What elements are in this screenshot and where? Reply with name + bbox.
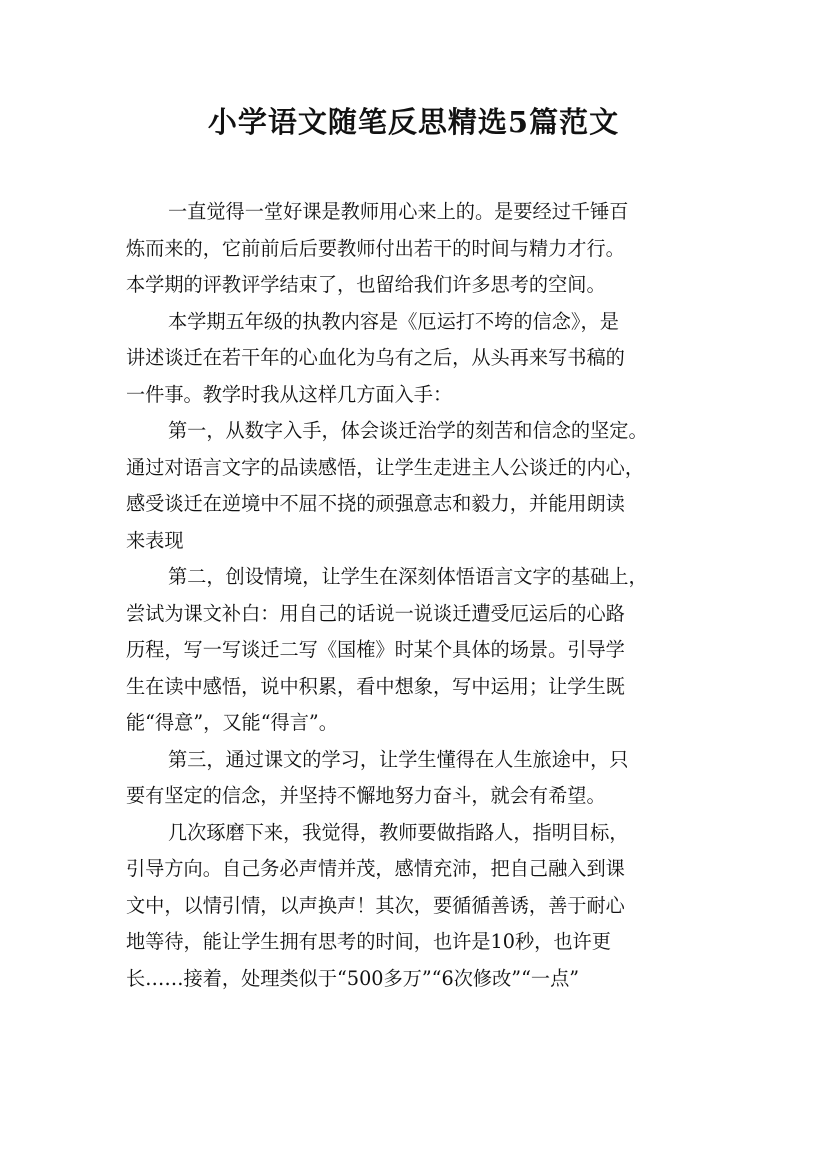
paragraph-line: 地等待，能让学生拥有思考的时间，也许是10秒，也许更	[126, 930, 611, 953]
document-title: 小学语文随笔反思精选5篇范文	[207, 105, 620, 139]
paragraph-line: 第二，创设情境，让学生在深刻体悟语言文字的基础上，	[168, 565, 648, 588]
paragraph-2	[126, 304, 716, 414]
paragraph-line: 文中，以情引情，以声换声！其次，要循循善诱，善于耐心	[126, 893, 625, 917]
paragraph-line: 一直觉得一堂好课是教师用心来上的。是要经过千锤百	[168, 200, 629, 223]
paragraph-line: 一件事。教学时我从这样几方面入手：	[126, 382, 453, 406]
document-body	[126, 194, 716, 997]
paragraph-line: 讲述谈迁在若干年的心血化为乌有之后，从头再来写书稿的	[126, 346, 625, 369]
paragraph-line: 引导方向。自己务必声情并茂，感情充沛，把自己融入到课	[126, 857, 625, 880]
paragraph-line: 要有坚定的信念，并坚持不懈地努力奋斗，就会有希望。	[126, 784, 606, 807]
paragraph-line: 能“得意”，又能“得言”。	[126, 711, 338, 734]
paragraph-line: 来表现	[126, 528, 184, 552]
paragraph-line: 通过对语言文字的品读感悟，让学生走进主人公谈迁的内心，	[126, 455, 645, 479]
paragraph-3	[126, 413, 716, 559]
paragraph-5	[126, 742, 716, 815]
paragraph-line: 几次琢磨下来，我觉得，教师要做指路人，指明目标，	[168, 820, 629, 844]
paragraph-line: 本学期五年级的执教内容是《厄运打不垮的信念》，是	[168, 309, 619, 333]
paragraph-1	[126, 194, 716, 304]
paragraph-4	[126, 559, 716, 742]
paragraph-line: 第一，从数字入手，体会谈迁治学的刻苦和信念的坚定。	[168, 419, 648, 442]
paragraph-line: 历程，写一写谈迁二写《国榷》时某个具体的场景。引导学	[126, 638, 625, 661]
paragraph-line: 第三，通过课文的学习，让学生懂得在人生旅途中，只	[168, 747, 629, 771]
paragraph-line: 感受谈迁在逆境中不屈不挠的顽强意志和毅力，并能用朗读	[126, 492, 625, 515]
paragraph-line: 长……接着，处理类似于“500多万”“6次修改”“一点”	[126, 966, 580, 990]
paragraph-line: 炼而来的，它前前后后要教师付出若干的时间与精力才行。	[126, 236, 625, 260]
paragraph-line: 本学期的评教评学结束了，也留给我们许多思考的空间。	[126, 273, 606, 296]
paragraph-line: 生在读中感悟，说中积累，看中想象，写中运用；让学生既	[126, 674, 625, 698]
paragraph-6	[126, 815, 716, 998]
paragraph-line: 尝试为课文补白：用自己的话说一说谈迁遭受厄运后的心路	[126, 601, 625, 625]
